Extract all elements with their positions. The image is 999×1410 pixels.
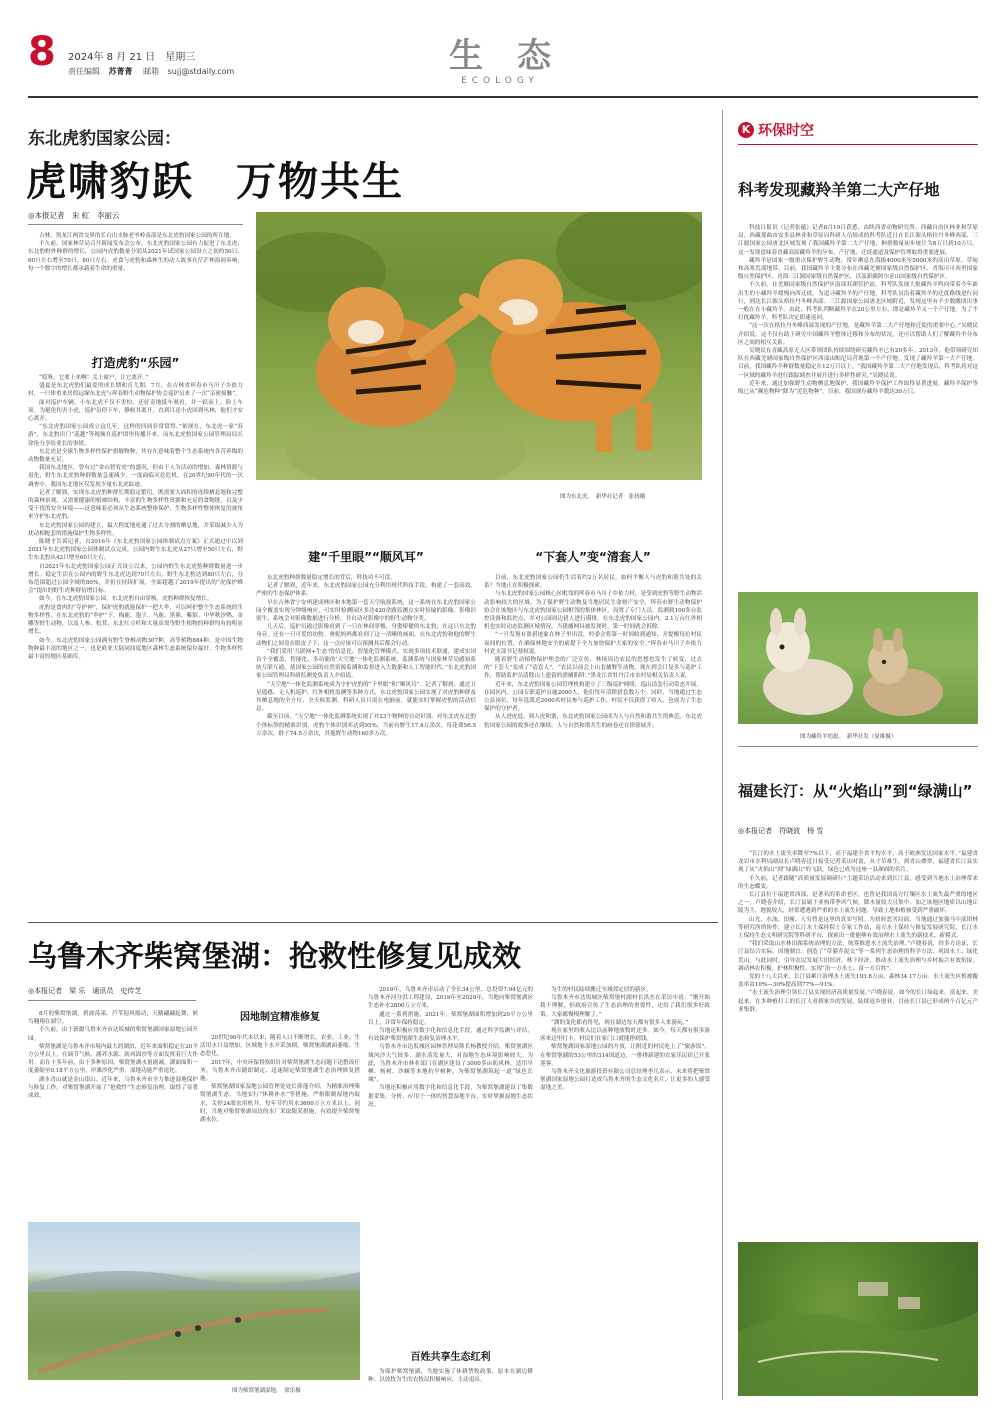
editor-line <box>68 66 234 77</box>
bottom-subhead-2: 百姓共享生态红利 <box>410 1352 491 1363</box>
editor-label: 责任编辑 <box>68 67 100 76</box>
main-para: 吉林、黑龙江两省交界的长白山支脉老爷岭南部是东北虎豹国家公园的所在地。 <box>39 233 235 239</box>
tigers-illustration <box>256 212 702 480</box>
bottom-para: 乌鲁木齐市达坂城区园林管理局韩长杨教授介绍，柴窝堡湖区域风沙天气较多，湖水蒸发量大，对湿地生态环境影响较大。为此，乌鲁木齐市林业部门在湖区建设了3000多亩防风林，适用旱柳、杨树、沙棘等本地抗旱树种，为柴窝堡湖筑起一道“绿色长城”。 <box>368 1044 533 1084</box>
main-para: “我们采用‘互联网+生态’的信息化、智能化管理模式，实现多项技术联通，建成实国首个全覆盖、智能化、多功能的‘天空地’一体化监测系统。监测系统与国家林草局感知系统互联互通，使国家公园的自然资源监测和监督进入大数据和人工智能时代。”东北虎豹国家公园管理局科研监测处负责人介绍说。 <box>256 648 476 680</box>
bottom-column-4 <box>540 986 710 1402</box>
bottom-para: 柴窝堡湖是乌鲁木齐市境内最大的湖泊，近年来面积稳定在20平方公里以上，在调节气候、涵养水源、防风固沙等方面发挥着巨大作用。而在十多年前，由于多种原因，柴窝堡湖水量剧减，湖面面积一度萎缩至0.18平方公里，岸滩沙化严重，湿地功能严重退化。 <box>28 1043 198 1075</box>
byline-rule <box>28 224 243 225</box>
main-para: 如今，在东北虎豹国家公园，东北虎豹自由穿梭，虎豹种群恢复增长。 <box>39 596 213 603</box>
sidebar-para: 山光、水浊、田瘦、人穷曾是这里的真实写照。为扭转恶劣局面，当地通过加强马中部团林等研究所的协作，建立长汀水土保持院士专家工作站，南方水土保持与修复发展研究院，长汀水土保持生态文明研究院等科研平台，探索出一批能够有效治理水土流失的新技术、新模式。 <box>738 916 978 940</box>
sidebar-headline-1: 科考发现藏羚羊第二大产仔地 <box>738 181 940 199</box>
main-para: “一旦发现有盗猎迹象在林子里出没，村委会将第一时间收到通知，并提醒每位村民夜间的位置，在确保林地安全的前提下全力加快保护大家的安全。”珲春市马川子乡依力村党支部书记蔡权说。 <box>484 632 702 655</box>
sidebar-divider <box>722 110 723 1400</box>
main-para: “哎呀，它要上来啊！关上窗户，让它离开。” <box>39 375 149 381</box>
main-byline: ◎本报记者 朱 虹 李丽云 <box>28 211 120 220</box>
tiger-left-icon <box>316 287 471 427</box>
tiger-photo <box>256 212 702 480</box>
main-para: 记者了解到，近年来，东北虎豹国家公园充分利用现代科技手段，构建了一套高效、严密的生态保护体系。 <box>256 583 476 598</box>
section-title-en: ECOLOGY <box>461 76 539 86</box>
sidebar-para: “这一次在格拉丹冬峰西部发现的产仔地，是藏羚羊第二大产仔地和迁徙的重要中心。”吴晓民介绍说，这不仅有助于研究中国藏羚羊整体迁移和分布的状况，还可以帮助人们了解藏羚羊分布区之间的相互关系。 <box>738 323 978 346</box>
header-rule <box>28 96 978 98</box>
sidebar-para: 不久前，在羌塘国家级自然保护区南部双湖管护站，科考队发现大批藏羚羊鸣向带着今年新出生的小藏羚羊缓慢向西迁徙。为追寻藏羚羊的产仔地，科考队员沿着藏羚羊的迁徙路线进行同行，到达长江源头格拉丹冬峰西部、三江源国家公园唐北区域附近，发现这里有不少数雌团出事一般在在小藏羚羊。由此，科考队判断藏羚羊在20公里左右，即是藏羚羊又一个产仔地。为了不打扰藏羚羊，科考队决定即速返回。 <box>738 282 978 322</box>
bottom-para: 湖水青山就是金山银山。近年来，乌鲁木齐市全力推进湿地保护与修复工作，对柴窝堡湖开展了“抢救性”生态修复治理，取得了显著成效。 <box>28 1076 198 1100</box>
main-subhead-2: 建“千里眼”“顺风耳” <box>308 550 424 564</box>
email-label: 邮箱 <box>143 67 160 76</box>
changting-photo <box>738 1242 978 1396</box>
bottom-para: 2017年，中央环保督察组针对柴窝堡湖生态问题下达整改任务。乌鲁木齐市随即制定、迅速制定柴窝堡湖生态治理修复措施。 <box>200 1059 360 1083</box>
sidebar-para: 党的十八大以来，长汀县累计治理水土流失193.8万亩，森林34.17万亩。水土流失区植被覆盖率由10%—30%提高到77%—91%。 <box>738 974 978 989</box>
main-bottom-rule <box>28 922 718 923</box>
editor-name: 苏菁菁 <box>108 67 133 76</box>
sidebar-para: “长汀的水土流失率降至7%以下，高于福建全省平均水平，高于欧洲发达国家水平。”福建省龙岩市水利局副局长卢晓春近日接受记者采访时说，从寸草难生，到青山叠翠，福建省长汀县实现了从“火焰山”到“绿满山”的飞跃，绿色已成为这座一县颜面的名片。 <box>738 851 978 874</box>
sidebar-para: 不久前，记者跟随“高质量发展调研行”主题采访活动来到长汀县，感受到当地水土治理带来的生态蝶变。 <box>738 875 978 890</box>
bottom-para: 通过一系列措施，2021年，柴窝堡湖面积增加到20平方公里以上，并常年保持稳定。 <box>368 1011 533 1026</box>
main-column-2 <box>256 574 476 914</box>
main-column-1b <box>28 374 243 914</box>
lake-photo-caption: 图为柴窝堡湖湿地。 梁乐摄 <box>232 1388 301 1394</box>
antelope-kid-2-icon <box>863 628 943 716</box>
main-column-1 <box>28 232 243 360</box>
main-para: 陈晓才告诉记者，自2016年《东北虎豹国家公园体制试点方案》正式通过中以到2021年东北虎豹国家公园体制试点完成，公园内野生东北虎从27只增至50只左右，野生东北豹从42只增至60只左右。 <box>28 539 243 562</box>
page-number: 8 <box>28 29 56 75</box>
bottom-para: 20世纪90年代末以来，随着人口不断增长，农业、工业、生活用水日益增加，区域地下水开采加剧，柴窝堡湖湖面萎缩、生态恶化。 <box>200 1035 360 1058</box>
green-hills-illustration <box>738 1242 978 1396</box>
bottom-para: 为生的村民陆续搬迁至城郊定居的新区。 <box>551 987 652 993</box>
sidebar-section-header <box>738 120 814 140</box>
main-para: 东北虎是全球生物多样性保护旗舰物种，其存在意味着整个生态系统内各营养级的动物数量充足。 <box>28 448 243 464</box>
main-para: 早在吉林省宁安州建成林区和本地第一套天空航视系统，这一系统在东北虎豹国家公园全覆盖实现分钟级响应，可实时检测园区多达420余路监测点实时传输的影像。影像识别生，系统会对影像数据进行分析，并自动对影像中的野生动物分类。 <box>256 599 476 623</box>
email-address: sujj@stdaily.com <box>167 67 235 76</box>
bottom-para: 当地还积极应用数字化和信息化手段，为柴窝堡湖建设了集数据采集、分析、应用于一体的智慧湿地平台，实时掌握湿地生态状况。 <box>368 1085 533 1108</box>
main-para: “东北虎豹国家公园成立这几年，这样的回面非常常得。”依现在，东北虎一家“春游”，东北豹出门“巡越”等视频在巡护团里传播开来，而东北虎豹国家公园管理局局长徐伦分享给业长的事情。 <box>28 424 243 447</box>
sidebar-header-rule <box>738 144 978 145</box>
sidebar-para: 近年来，通过加强野生动物栖息地保护，我国藏羚羊保护工作取得显著进展。藏羚羊保护等级已从“濒危物种”降为“近危物种”。目前，我国现存藏羚羊数达30万只。 <box>738 380 978 396</box>
bottom-para: 现在家里的收入比以前种地放牧时还多。如今，每天都有很多游客来这里打卡，村民们在家门口就能挣到钱。 <box>540 1028 710 1043</box>
main-para: 几天后，巡护员通过影像看到了一只在林间穿梭、身姿矫健的东北豹，在这只东北豹身旁，还有一只可爱的幼豹。奥妮妈妈都看到了这一清晰的画面，在东北虎豹和他的野生动物们之间竟在眼皮子下，这一点应该可以预测其后都会行动。 <box>256 624 476 647</box>
main-para: 自2021年东北虎豹国家公园正式设立以来，公园内野生东北虎豹种群数量进一步增长。稳定生活在公园内的野生东北虎达到70只左右，野生东北豹达到80只左右，分布范围超过公园全域的80%，并仍在持续扩展，全面超越了2019年提出的“虎保护峰会”提出的野生虎种群倍增目标。 <box>28 563 243 595</box>
bottom-byline-rule <box>28 1000 196 1001</box>
sidebar-byline-2: ◎本报记者 符晓波 杨 雪 <box>738 827 824 835</box>
main-kicker: 东北虎豹国家公园： <box>28 129 181 149</box>
bottom-para: “湖的变化都看得见，现在湖边每天都有很多人来游玩。” <box>551 1019 689 1026</box>
main-subhead-1: 打造虎豹“乐园” <box>91 356 180 370</box>
bottom-para: 2019年，乌鲁木齐市启动了全长34公里、总投资7.94亿元的乌鲁木齐河分洪工程建设，2019年至2020年，当地向柴窝堡湖区生态补水2800万立方米。 <box>368 987 533 1010</box>
main-para: “天空地”一体化监测系统成为守护虎豹的“千里眼”和“顺风耳”。记者了解到，通过卫星遥感、无人机巡护、红外相机监测等多种方式，东北虎豹国家公园实现了对虎豹种群及其栖息地的全方位、全天候监测。科研人员只需在电脑前，就能实时掌握虎豹的活动信息。 <box>256 681 476 713</box>
bottom-column-3 <box>368 986 533 1342</box>
bottom-para: 柴窝堡湖国家湿地公园的开放，让附近的村民吃上了“旅游饭”。在柴窝堡湖的53公里的314国道边，一排排新建的农家乐民宿已开张迎客。 <box>540 1044 710 1067</box>
bottom-para: 乌鲁木齐市达坂城区柴窝堡村副村长洪杰在采访中说：“刚开始我不理解，但政府宣传了生态治理的重要性，还给了我们很多好政策。大家都慢慢理解了。” <box>540 995 710 1018</box>
bottom-para: 乌鲁木齐文化旅游投资有限公司总经理李凡表示，未来将把柴窝堡湖国家湿地公园打造成乌鲁木齐的生态文化名片，让更多的人感受湿地之美。 <box>540 1069 710 1092</box>
sidebar-para: 科技日报讯（记者张蕴）记者8月19日获悉，由陕西省动物研究所、西藏自治区林业和草原局、西藏那曲市安多县林业和草原局科研人员组成的科考队近日在长江源头格拉丹冬峰西部、三江源国家公园唐北区域发现了我国藏羚羊第二大产仔地，种群数量初步统计为8万只到10万只。这一发现意味着青藏高原藏羚羊的分布、产仔地、迁徙通道及保护管理取得重要进展。 <box>738 225 978 256</box>
antelope-photo <box>738 592 978 724</box>
sidebar-headline-2: 福建长汀：从“火焰山”到“绿满山” <box>738 782 973 800</box>
antelope-kid-icon <box>763 608 853 715</box>
sidebar-para: 吴晓民在青藏高原无人区带领团队持续围绕研究藏羚羊已有20多年。2013年，他带领研究团队在西藏羌塘国家级自然保护区西部由帕尼局营现第一个产仔地，发现了藏羚羊第一大产仔地。目前，我国藏羚羊种群数量稳定在12万只以上。“我国藏羚羊第二大产仔地发现后，科考队将对这一区域的藏羚羊进行跟踪调查并展开进行多样性研究。”吴晓民说。 <box>738 348 978 379</box>
tiger-photo-caption: 图为东北虎。 新华社记者 张扬摄 <box>560 494 646 500</box>
main-para: 东北虎豹国家公园的建立，最大程度地连通了过去分割的栖息地，并采取减少人为扰动相配套的措施保护生物多样性。 <box>28 522 243 537</box>
main-para: 盛夏是东北虎豹们最爱的成长期和育儿期。7月，在吉林省珲春市马川子乡依力村，一只体重来居的远缘东北虎与珲春野生动物保护协会巡护员来了一次“亲密接触”。 <box>28 383 243 398</box>
main-para: 不久前，国家林草局召开新闻发布会公布，东北虎豹国家公园有力促进了东北虎、东北豹野外种群的增长，公园内虎豹数量分别从2021年试国家公园设立之初的50只、60只左右增至70只、80只左右。虎食与虎豹和森林生的动人故事在茫茫林海间奏响，每一个数字的增长都承载着生命的重量。 <box>28 241 243 272</box>
main-para: 目前，东北虎豹国家公园仍生活着约2万名居民。如何平衡人与虎豹和谐共处的关系？当地正在积极探索。 <box>484 575 702 590</box>
section-title: 生 态 <box>449 36 551 76</box>
main-para: 随着野生动植物保护理念的广泛宣传，林场周边农民的思想也发生了转变，过去的“下套人”变成了“清套人”。“农民以前会上山套捕野生动物，现在到会日复多与巡护工作，帮助监护员清除山上遗留的猎捕陷阱。”黑龙江省牡丹江市农村局相关负责人说。 <box>484 657 702 680</box>
main-para: 与东北虎豹国家公园核心区毗邻的珲春市马川子乡依力村，是受到虎豹等野生动物活动影响较大的区域。为了保护野生动物及当地居民生命财产安全，珲春市野生动物保护协会在该地区与东北虎豹国家公园相邻的集体林区，设置了专门人员，监测到100多台监控设备和监控点，并对公园周边猎人进行摸排。在东北虎豹国家公园内，2.1万台红外相机也实时动态监测区域情况，当猎捕网具被发现时，第一时间就会拆除。 <box>484 591 702 631</box>
bottom-para: 当地还积极应用数字化和信息化手段，通过科学监测与评估，有效保护柴窝堡湖生态修复治理水平。 <box>368 1028 533 1043</box>
sidebar-article-1-body <box>738 224 978 584</box>
bottom-column-2 <box>200 1034 360 1220</box>
wetland-illustration <box>28 1222 360 1380</box>
main-para: 面对巡护车辆，小东北虎不仅不害怕，还好奇地抵车观看，并一跃而上，险上车顶。为避免伤害小虎，巡护员停下车，静候其离开。直到目送小虎回到丛林，他们才安心离开。 <box>28 399 243 423</box>
main-para: 近年来，东北虎豹国家公园管理机构建立了三级巡护网络，巡山清套行动常态开展。在园区内，公园专职巡护员逾2000人，他们每年清除猎套数万个。同时，当地通过生态公益岗位，每年选派近2000名村民参与巡护工作，村民不仅获得了收入，也成为了生态保护的守护者。 <box>484 681 702 713</box>
lake-photo <box>28 1222 360 1380</box>
sidebar-mid-rule <box>738 746 978 747</box>
bottom-para: 不久前，由于新疆乌鲁木齐市达坂城的柴窝堡湖国家湿地公园开园。 <box>28 1027 198 1042</box>
main-para: 截至目前，“天空地”一体化监测系统实现了对23个物种的自动识别、对东北虎东北豹个体标签的精准识别，虎豹个体识别率达到95%，当前有野生17.4万余次、每花费56.5万余次、群子74.5万余次，其他野生动物160多万次。 <box>256 714 476 737</box>
main-para: 从人进虎退，到人虎和谐，东北虎豹国家公园成为人与自然和谐共生的典范。东北虎豹国家公园的故事还在继续，人与自然和谐共生的画卷还在徐徐展开。 <box>484 714 702 729</box>
main-para: 如今，东北虎豹国家公园拥有野生脊椎动物307种，高等植物884种，是中国生物物种最丰富的地区之一，也是欧亚大陆同纬度地区森林生态系统保存最好、生物多样性最丰富的地区基础库。 <box>28 637 243 660</box>
bottom-subhead-1: 因地制宜精准修复 <box>240 1012 320 1023</box>
sidebar-section-title: 环保时空 <box>758 123 814 139</box>
bottom-para: 8月的柴窝堡湖，碧波荡漾，芦苇迎风摇动，天鹅翩翩起舞，候鸟翱翔在湖空。 <box>28 1011 198 1026</box>
sidebar-para: 藏羚羊是国家一级重点保护野生动物，常年栖息在海拔4000米至5000米的高山草原、草甸和高寒荒漠地带。目前，我国藏羚羊主要分布在西藏羌塘国家级自然保护区、青海可可西里国家级自然保护区、青海三江源国家级自然保护区，以及新疆阿尔金山国家级自然保护区。 <box>738 257 978 281</box>
bottom-column-1 <box>28 1010 198 1220</box>
bottom-para: 柴窝堡湖国家湿地公园管理处处长韩蓬介绍，为精准治理柴窝堡湖生态，当地实行“休耕补水”等措施，严格限制湿地内取水，关停24眼农用机井，每年节约用水3600万立方米以上。同时，当地对柴窝堡湖周边的水厂采取限采措施，有效提升柴窝堡湖水位。 <box>200 1084 360 1124</box>
main-para: 记者了解到，实现东北虎豹种群长期稳定繁衍，既需要大面积的连续栖息地和完整的森林景观，又需要健康的植被结构，丰富的生物多样性资源和充足的食物链，以及少受干扰的安全环境——这意味着必须从生态系统整体保护、生物多样性整体恢复的视角来守护东北虎豹。 <box>28 489 243 521</box>
sidebar-para: “我们采取山水林田湖系统治理的方法，统筹推进水土流失治理。”卢晓春说，经多方论证，长汀县结合实际，因地制宜，创造了“草灌乔混交”等一系列生态治理的科学方法，巩固水土、绿化荒山，与此同时，引导农民发展大田经济、林下经济，推动水土流失治理与乡村振兴有效衔接，调动林农积极、护林积极性，实现“治一方水土、富一方百姓”。 <box>738 941 978 972</box>
bottom-byline: ◎本报记者 梁 乐 通讯员 史传芝 <box>28 987 142 995</box>
sidebar-article-2-body <box>738 850 978 1234</box>
main-subhead-3: “下套人”变“清套人” <box>535 550 651 564</box>
sidebar-k-icon: K <box>738 122 754 138</box>
main-column-3 <box>484 574 702 914</box>
main-para: 东北虎豹种群数量稳定增长的背后，科技功不可没。 <box>267 575 396 581</box>
header-date: 2024年 8 月 21 日 星期三 <box>68 52 196 63</box>
sidebar-para: “水土流失治理引领长汀县实现经济高质量发展。”卢晓春说，如今的长汀绿起来，富起来、美起来，在多种植打工的长汀人看到家乡的发展，陆续返乡创业，目前长汀县已形成两个百亿元产业集群。 <box>738 990 978 1013</box>
sidebar-para: 长汀县位于福建省西部，是著名的革命老区，也曾是我国南方红壤区水土流失最严重的地区之一。卢晓春介绍，长汀县属于亚热带季风气候，降水量较大且集中，加之该地区地质以山地丘陵为主，地貌较大，经常遭遇到严重的水土流失问题，导致土地和植被受到严重破坏。 <box>738 892 978 915</box>
bottom-headline: 乌鲁木齐柴窝堡湖：抢救性修复见成效 <box>28 939 522 973</box>
antelope-photo-caption: 图为藏羚羊幼崽。 新华社发（晏维摄） <box>800 734 897 740</box>
main-para: 虎豹是食肉的“夺护神”，保护虎豹就能保护一把大伞，可以呵护整个生态系统的生物多样性。在东北虎豹的“伞护”下，梅鹿、狍子、马鹿、黑熊、紫貂、中华秋沙鸭、金雕等野生动物，以及人参、松茸、东北红豆杉和大量高需等野生植物的种群均有较明显增长。 <box>28 604 243 636</box>
antelope-illustration <box>738 592 978 724</box>
bottom-para: 为保护柴窝堡湖，当地实施了休耕禁牧政策，原本在湖边耕种、以放牧为生的农牧民积极响应，主动退出。 <box>368 1369 533 1384</box>
main-headline: 虎啸豹跃 万物共生 <box>26 159 404 205</box>
bottom-column-3b <box>368 1368 533 1402</box>
main-para: 我国东北地区，曾有过“金山智宥虎”的盛况，但由于人为活动的增加、森林资源与退化，野生东北虎豹种群数量急速减少，一度面临灭危危机。在20世纪90年代的一次调查中，我国东北地区仅发现少量东北虎踪迹。 <box>28 465 243 488</box>
